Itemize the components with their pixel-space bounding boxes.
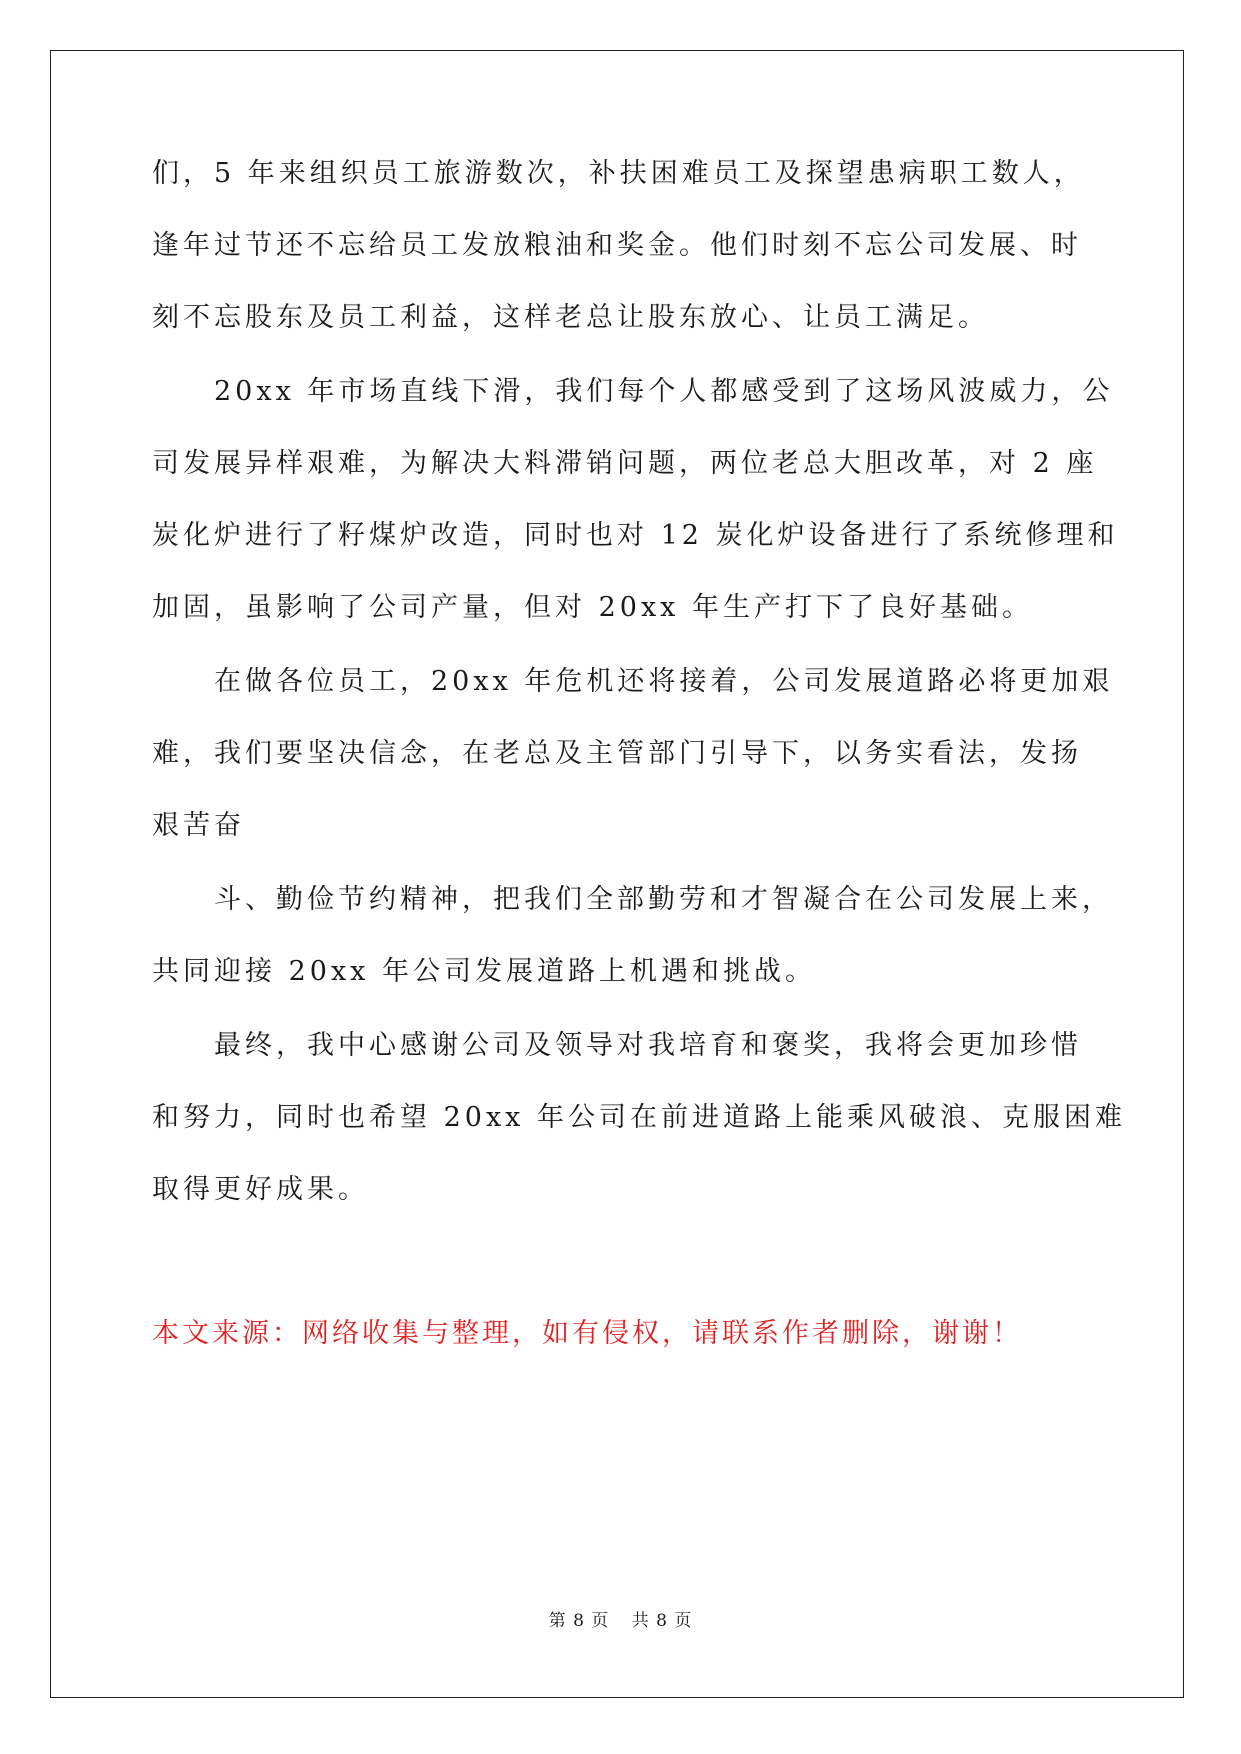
text-line: 艰苦奋 [152,810,245,841]
page-footer [0,1606,1241,1631]
page-number-current: 第 8 页 [548,1611,610,1631]
text-line: 逢年过节还不忘给员工发放粮油和奖金。他们时刻不忘公司发展、时 [152,230,1082,261]
text-line: 刻不忘股东及员工利益，这样老总让股东放心、让员工满足。 [152,302,989,333]
text-line: 20xx 年市场直线下滑，我们每个人都感受到了这场风波威力，公 [214,376,1114,407]
text-line: 取得更好成果。 [152,1174,369,1205]
page-number-total: 共 8 页 [631,1611,693,1631]
text-line: 共同迎接 20xx 年公司发展道路上机遇和挑战。 [152,956,816,987]
text-line: 司发展异样艰难，为解决大料滞销问题，两位老总大胆改革，对 2 座 [152,448,1098,479]
text-line: 最终，我中心感谢公司及领导对我培育和褒奖，我将会更加珍惜 [214,1030,1082,1061]
text-line: 斗、勤俭节约精神，把我们全部勤劳和才智凝合在公司发展上来， [214,884,1113,915]
text-line: 炭化炉进行了籽煤炉改造，同时也对 12 炭化炉设备进行了系统修理和 [152,520,1119,551]
text-line: 难，我们要坚决信念，在老总及主管部门引导下，以务实看法，发扬 [152,738,1082,769]
source-note: 本文来源：网络收集与整理，如有侵权，请联系作者删除，谢谢！ [152,1318,1022,1349]
text-line: 和努力，同时也希望 20xx 年公司在前进道路上能乘风破浪、克服困难 [152,1102,1126,1133]
text-line: 们，5 年来组织员工旅游数次，补扶困难员工及探望患病职工数人， [152,158,1085,189]
text-line: 在做各位员工，20xx 年危机还将接着，公司发展道路必将更加艰 [214,666,1114,697]
text-line: 加固，虽影响了公司产量，但对 20xx 年生产打下了良好基础。 [152,592,1033,623]
